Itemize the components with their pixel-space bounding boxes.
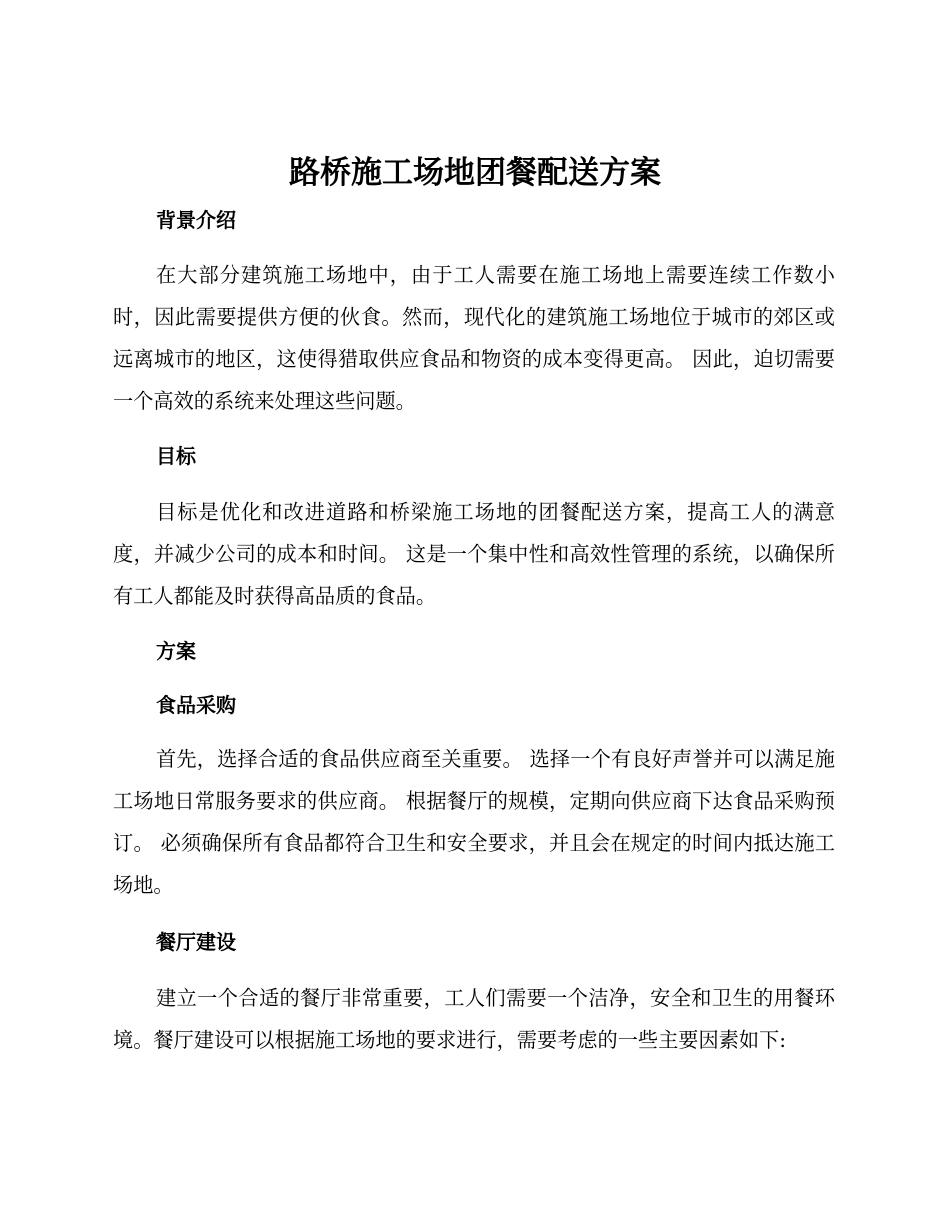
paragraph-goal: 目标是优化和改进道路和桥梁施工场地的团餐配送方案，提高工人的满意度，并减少公司的成本和时间。 这是一个集中性和高效性管理的系统，以确保所有工人都能及时获得高品质的食品。 xyxy=(113,500,835,608)
paragraph-food-procurement: 首先，选择合适的食品供应商至关重要。 选择一个有良好声誉并可以满足施工场地日常服务要求的供应商。 根据餐厅的规模，定期向供应商下达食品采购预订。 必须确保所有食品都符合卫生和安全要求，并且会在规定的时间内抵达施工场地。 xyxy=(113,747,835,897)
section-heading-food-procurement: 食品采购 xyxy=(156,693,236,717)
paragraph-background: 在大部分建筑施工场地中，由于工人需要在施工场地上需要连续工作数小时，因此需要提供方便的伙食。然而，现代化的建筑施工场地位于城市的郊区或远离城市的地区，这使得猎取供应食品和物资的成本变得更高。 因此，迫切需要一个高效的系统来处理这些问题。 xyxy=(113,263,835,413)
section-heading-background: 背景介绍 xyxy=(156,208,236,232)
document-title: 路桥施工场地团餐配送方案 xyxy=(289,155,661,191)
section-heading-goal: 目标 xyxy=(156,444,196,468)
section-heading-plan: 方案 xyxy=(156,639,196,663)
section-heading-canteen-construction: 餐厅建设 xyxy=(156,930,236,954)
paragraph-canteen-construction: 建立一个合适的餐厅非常重要，工人们需要一个洁净，安全和卫生的用餐环境。餐厅建设可以根据施工场地的要求进行，需要考虑的一些主要因素如下: xyxy=(113,986,835,1052)
